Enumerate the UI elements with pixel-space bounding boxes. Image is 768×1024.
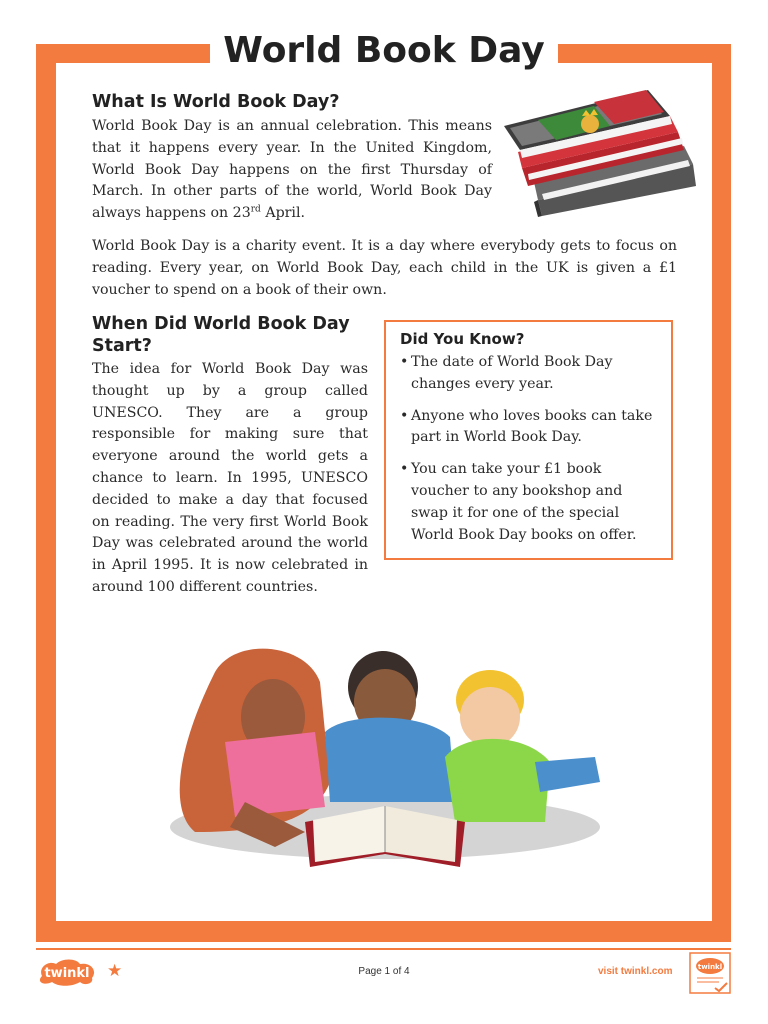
- section1-p1-end: April.: [260, 205, 306, 222]
- twinkl-logo: [36, 958, 98, 986]
- section1-p1-text: World Book Day is an annual celebration. This means that it happens every year. In the United Kingdom, World Book Day happens on the first Thursday of March. In other parts of the world, World Book Day always happens on 23: [92, 118, 492, 222]
- did-you-know-list: [386, 352, 671, 546]
- list-item-text: You can take your £1 book voucher to any bookshop and swap it for one of the special World Book Day books on offer.: [411, 461, 637, 543]
- list-item-text: Anyone who loves books can take part in World Book Day.: [411, 407, 653, 446]
- section2-paragraph: The idea for World Book Day was thought up by a group called UNESCO. They are a group responsible for making sure that everyone around the world gets a chance to learn. In 1995, UNESCO decided to make a day that focused on reading. The very first World Book Day was celebrated around the world in April 1995. It is now celebrated in around 100 different countries.: [92, 361, 368, 595]
- did-you-know-box: [384, 320, 673, 560]
- children-reading-illustration: [155, 632, 605, 872]
- badge-text: twinkl: [697, 963, 723, 971]
- did-you-know-heading: Did You Know?: [400, 330, 525, 348]
- section-heading-what-is: What Is World Book Day?: [92, 92, 340, 112]
- footer-divider: [36, 948, 731, 950]
- quality-badge-icon: [689, 952, 731, 994]
- books-illustration: [498, 82, 703, 222]
- visit-link[interactable]: visit twinkl.com: [598, 966, 673, 977]
- page-title: World Book Day: [223, 30, 545, 71]
- logo-text: twinkl: [44, 966, 90, 981]
- section-heading-when-start: When Did World Book Day Start?: [92, 314, 350, 356]
- list-item: • You can take your £1 book voucher to any bookshop and swap it for one of the special World Book Day books on offer.: [400, 461, 637, 543]
- section1-paragraph-2: World Book Day is a charity event. It is a day where everybody gets to focus on reading. Every year, on World Book Day, each child in the UK is given a £1 voucher to spend on a book of their own.: [92, 238, 677, 298]
- page-number: Page 1 of 4: [358, 966, 410, 977]
- star-icon: ★: [107, 961, 123, 981]
- title-banner: [210, 22, 558, 80]
- section1-paragraph-1: [92, 116, 492, 225]
- list-item-text: The date of World Book Day changes every year.: [411, 354, 613, 392]
- ordinal-superscript: rd: [250, 204, 261, 215]
- list-item: • Anyone who loves books can take part in World Book Day.: [400, 407, 653, 446]
- list-item: • The date of World Book Day changes every year.: [400, 354, 613, 392]
